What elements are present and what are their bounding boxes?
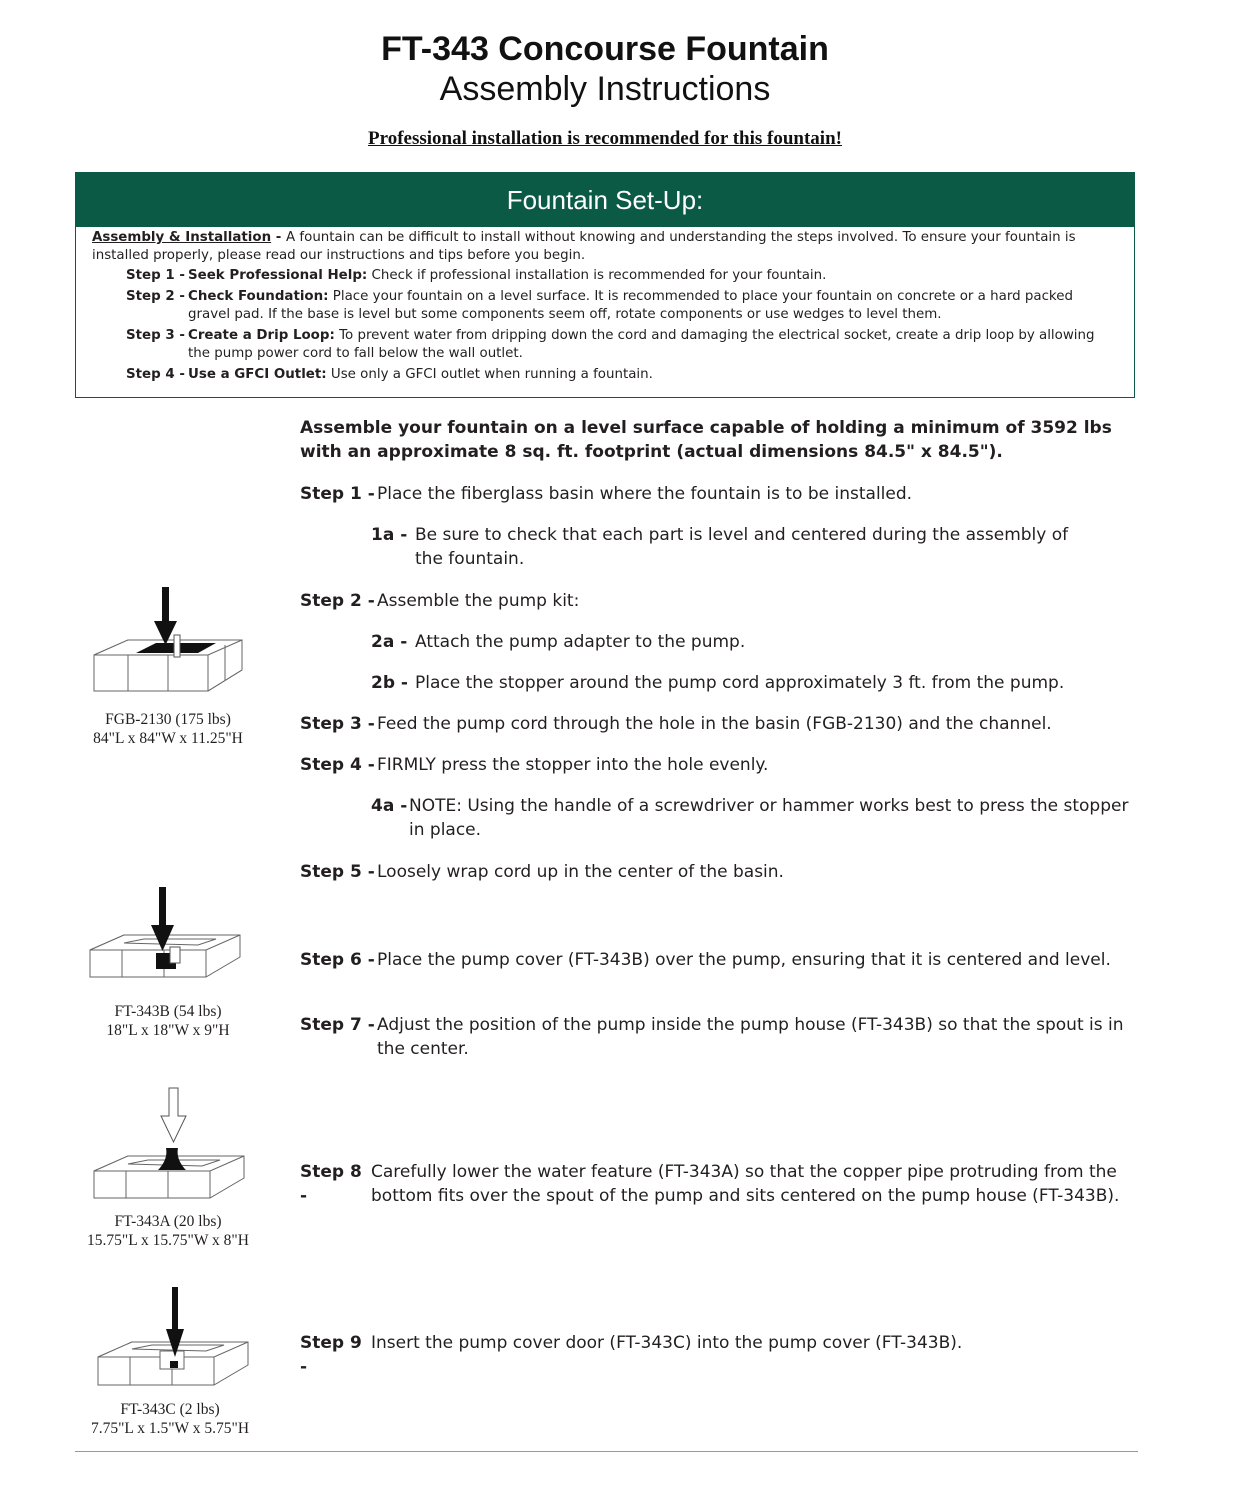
assembly-step-9 [300,1331,1130,1379]
pump-cover-door-illustration [94,1285,254,1390]
assembly-step-3 [300,712,1130,736]
step-text: Carefully lower the water feature (FT-343A) so that the copper pipe protruding from the bottom fits over the spout of the pump and sits centered on the pump house (FT-343B). [371,1162,1120,1206]
setup-intro-sep: - [271,230,286,245]
part-dimensions: 84"L x 84"W x 11.25"H [93,730,243,747]
basin-illustration [88,585,248,695]
assembly-step-2a [371,630,1131,654]
assembly-step-1a [371,523,1071,571]
setup-step-text [188,267,1102,285]
part-caption-ft-343c [70,1400,270,1438]
step-label: Step 8 - [300,1162,362,1206]
step-label: Step 3 - [300,714,375,734]
setup-intro-label: Assembly & Installation [92,230,272,245]
setup-body [92,229,1102,387]
setup-step-title: Seek Professional Help: [188,268,368,283]
setup-step [126,288,1102,324]
part-caption-ft-343b [68,1002,268,1040]
setup-intro [92,229,1102,265]
part-model: FT-343B (54 lbs) [114,1003,222,1020]
step-text: Insert the pump cover door (FT-343C) into the pump cover (FT-343B). [371,1333,963,1353]
setup-step-text [188,327,1102,363]
step-text: Attach the pump adapter to the pump. [415,632,746,652]
step-label: Step 2 - [300,591,375,611]
step-label: Step 6 - [300,950,375,970]
part-caption-ft-343a [68,1212,268,1250]
setup-step-number: Step 4 - [126,367,185,382]
pump-cover-illustration [86,885,246,980]
step-label: Step 9 - [300,1333,362,1377]
step-text: Adjust the position of the pump inside the pump house (FT-343B) so that the spout is in the center. [377,1015,1124,1059]
part-model: FT-343C (2 lbs) [120,1401,220,1418]
part-model: FT-343A (20 lbs) [114,1213,222,1230]
step-label: Step 7 - [300,1015,375,1035]
step-label: 1a - [371,525,408,545]
part-dimensions: 18"L x 18"W x 9"H [106,1022,230,1039]
step-label: 2b - [371,673,408,693]
door-shape [170,1361,178,1368]
water-feature-illustration [90,1086,250,1201]
setup-step-text [188,288,1102,324]
assembly-step-6 [300,948,1130,972]
setup-step-title: Create a Drip Loop: [188,328,335,343]
setup-panel [75,172,1135,398]
step-text: Place the pump cover (FT-343B) over the pump, ensuring that it is centered and level. [377,950,1111,970]
assembly-step-5 [300,860,1130,884]
step-label: Step 5 - [300,862,375,882]
setup-step-description: Use only a GFCI outlet when running a fountain. [330,367,653,382]
step-label: Step 1 - [300,484,375,504]
setup-step-title: Check Foundation: [188,289,329,304]
setup-step [126,366,1102,384]
step-text: NOTE: Using the handle of a screwdriver or hammer works best to press the stopper in place. [409,796,1129,840]
setup-step-text [188,366,1102,384]
assembly-step-8 [300,1160,1130,1208]
step-label: 4a - [371,796,408,816]
footer-divider [75,1451,1138,1452]
document-title: FT-343 Concourse Fountain [381,30,829,68]
step-label: Step 4 - [300,755,375,775]
step-text: FIRMLY press the stopper into the hole evenly. [377,755,769,775]
step-text: Assemble the pump kit: [377,591,580,611]
setup-step-description: To prevent water from dripping down the cord and damaging the electrical socket, create a drip loop by allowing the pump power cord to fall below the wall outlet. [188,328,1095,361]
assembly-step-2b [371,671,1131,695]
assembly-step-4a [371,794,1131,842]
step-text: Place the stopper around the pump cord approximately 3 ft. from the pump. [415,673,1065,693]
assembly-step-7 [300,1013,1130,1061]
step-text: Place the fiberglass basin where the fountain is to be installed. [377,484,913,504]
assembly-step-2 [300,589,1130,613]
step-text: Be sure to check that each part is level and centered during the assembly of the fountain. [415,525,1069,569]
assembly-step-1 [300,482,1130,506]
setup-intro-text: A fountain can be difficult to install without knowing and understanding the steps involved. To ensure your fountain is installed properly, please read our instructions and tips before you begin. [92,230,1076,263]
part-model: FGB-2130 (175 lbs) [105,711,231,728]
part-caption-fgb-2130 [68,710,268,748]
setup-step [126,267,1102,285]
part-dimensions: 7.75"L x 1.5"W x 5.75"H [90,1420,250,1437]
setup-step-description: Place your fountain on a level surface. It is recommended to place your fountain on concrete or a hard packed gravel pad. If the base is level but some components seem off, rotate components or use wedges to level them. [188,289,1073,322]
step-text: Feed the pump cord through the hole in the basin (FGB-2130) and the channel. [377,714,1052,734]
assembly-step-4 [300,753,1130,777]
setup-step-number: Step 3 - [126,328,185,343]
step-text: Loosely wrap cord up in the center of the basin. [377,862,784,882]
setup-step-description: Check if professional installation is recommended for your fountain. [371,268,827,283]
setup-step-number: Step 2 - [126,289,185,304]
step-label: 2a - [371,632,408,652]
setup-step-title: Use a GFCI Outlet: [188,367,327,382]
setup-heading: Fountain Set-Up: [76,173,1134,227]
document-subtitle: Assembly Instructions [439,70,771,108]
part-dimensions: 15.75"L x 15.75"W x 8"H [87,1232,249,1249]
outline-down-arrow-icon [161,1088,186,1142]
setup-step [126,327,1102,363]
assembly-intro: Assemble your fountain on a level surface capable of holding a minimum of 3592 lbs with an approximate 8 sq. ft. footprint (actual dimensions 84.5" x 84.5"). [300,418,1112,462]
installation-notice: Professional installation is recommended for this fountain! [368,128,842,149]
setup-step-number: Step 1 - [126,268,185,283]
